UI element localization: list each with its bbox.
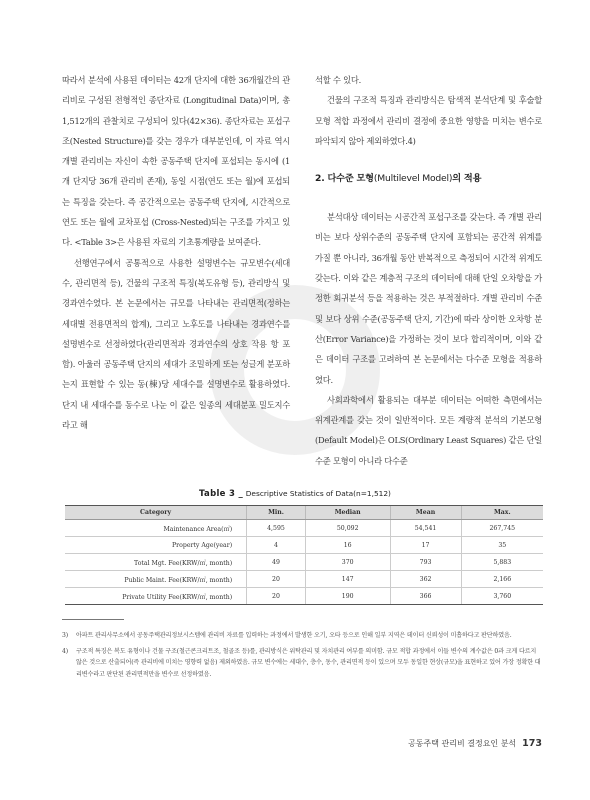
page-number: 173 <box>522 738 542 749</box>
column-header-max: Max. <box>461 506 543 520</box>
table-cell: 190 <box>305 588 390 605</box>
footnote <box>62 630 542 641</box>
table-cell: Total Mgt. Fee(KRW/㎡, month) <box>65 554 247 571</box>
table-row <box>65 588 543 605</box>
table-cell: Maintenance Area(㎡) <box>65 520 247 537</box>
footnote-text: 구조적 특징은 복도 유형이나 건물 구조(철근콘크리트조, 철골조 등)를, 관리방식은 위탁관리 및 자치관리 여부를 의미함. 규모 적합 과정에서 이들 변수의 계수값은 0과 크게 다르지 않은 것으로 산출되어(즉 관리비에 미치는 영향력 없음) 제외하였음. 규모 변수에는 세대수, 층수, 동수, 관리면적 등이 있으며 모두 동일한 현상(규모)을 표현하고 있어 가장 정확한 대리변수라고 판단된 관리면적만을 변수로 선정하였음. <box>76 648 541 678</box>
section-heading-number: 2. 다수준 모형 <box>315 173 374 185</box>
table-cell: 2,166 <box>461 571 543 588</box>
table-cell: Private Utility Fee(KRW/㎡, month) <box>65 588 247 605</box>
table-cell: 366 <box>390 588 461 605</box>
body-paragraph: 석할 수 있다. <box>315 75 361 85</box>
column-header-mean: Mean <box>390 506 461 520</box>
running-title: 공동주택 관리비 결정요인 분석 <box>408 739 517 748</box>
table-cell: 50,092 <box>305 520 390 537</box>
table-cell: 267,745 <box>461 520 543 537</box>
right-column <box>315 70 542 471</box>
footnote-divider <box>62 619 124 620</box>
footnotes <box>62 630 542 685</box>
table-cell: Property Age(year) <box>65 537 247 554</box>
descriptive-statistics-table <box>65 505 543 605</box>
table-caption-text: Descriptive Statistics of Data(n=1,512) <box>245 489 391 498</box>
section-heading-latin: (Multilevel Model) <box>373 173 453 185</box>
column-header-median: Median <box>305 506 390 520</box>
section-heading <box>315 169 542 189</box>
table-cell: 54,541 <box>390 520 461 537</box>
table-cell: 20 <box>247 571 306 588</box>
table-cell: 147 <box>305 571 390 588</box>
table-cell: 49 <box>247 554 306 571</box>
table-cell: 16 <box>305 537 390 554</box>
body-paragraph: 사회과학에서 활용되는 대부분 데이터는 어떠한 측면에서는 위계관계를 갖는 것이 일반적이다. 모든 계량적 분석의 기본모형(Default Model)은 OLS(Ordinary Least Squares) 같은 단일수준 모형이 아니라 다수준 <box>315 394 542 466</box>
column-header-min: Min. <box>247 506 306 520</box>
table-row <box>65 537 543 554</box>
body-paragraph: 따라서 분석에 사용된 데이터는 42개 단지에 대한 36개월간의 관리비로 구성된 전형적인 종단자료 (Longitudinal Data)이며, 총 1,512개의 관찰치로 구성되어 있다(42×36). 종단자료는 포섭구조(Nested Structure)를 갖는 경우가 대부분인데, 이 자료 역시 개별 관리비는 자신이 속한 공동주택 단지에 포섭되는 동시에 (1개 단지당 36개 관리비 존재), 동일 시점(연도 또는 월)에 포섭되는 특징을 갖는다. 즉 공간적으로는 공동주택 단지에, 시간적으로 연도 또는 월에 교차포섭 (Cross-Nested)되는 구조를 가지고 있다. <Table 3>은 사용된 자료의 기초통계량을 보여준다. <box>62 75 290 248</box>
footnote <box>62 646 542 680</box>
table-cell: 3,760 <box>461 588 543 605</box>
left-column <box>62 70 290 435</box>
body-paragraph: 선행연구에서 공통적으로 사용한 설명변수는 규모변수(세대수, 관리면적 등), 건물의 구조적 특징(복도유형 등), 관리방식 및 경과연수였다. 본 논문에서는 규모를 나타내는 관리면적(정하는 세대별 전용면적의 합계), 그리고 노후도를 나타내는 경과연수를 설명변수로 선정하였다(관리면적과 경과연수의 상호 작용 항 포함). 아울러 공동주택 단지의 세대가 조밀하게 또는 성글게 분포하는지 표현할 수 있는 동(棟)당 세대수를 설명변수로 활용하였다. 단지 내 세대수를 동수로 나눈 이 값은 일종의 세대분포 밀도지수라고 해 <box>62 257 290 431</box>
table-cell: 5,883 <box>461 554 543 571</box>
table-cell: 4,595 <box>247 520 306 537</box>
table-caption-label: Table 3 _ <box>199 489 244 499</box>
section-heading-tail: 의 적용 <box>452 173 482 185</box>
column-header-category: Category <box>65 506 247 520</box>
table-cell: 4 <box>247 537 306 554</box>
page-footer <box>408 738 542 749</box>
table-header-row <box>65 506 543 520</box>
table-cell: 35 <box>461 537 543 554</box>
table-cell: 370 <box>305 554 390 571</box>
table-caption <box>0 489 590 499</box>
footnote-number: 4) <box>62 648 68 656</box>
body-paragraph: 분석대상 데이터는 시공간적 포섭구조를 갖는다. 즉 개별 관리비는 보다 상위수준의 공동주택 단지에 포함되는 공간적 위계를 가질 뿐 아니라, 36개월 동안 반복적으로 측정되어 시간적 위계도 갖는다. 이와 같은 계층적 구조의 데이터에 대해 단일 오차항을 가정한 회귀분석 등을 적용하는 것은 부적절하다. 개별 관리비 수준 및 보다 상위 수준(공동주택 단지, 기간)에 따라 상이한 오차항 분산(Error Variance)을 가정하는 것이 보다 합리적이며, 이와 같은 데이터 구조를 고려하여 본 논문에서는 다수준 모형을 적용하였다. <box>315 212 542 385</box>
table-cell: 20 <box>247 588 306 605</box>
body-paragraph: 건물의 구조적 특징과 관리방식은 탐색적 분석단계 및 후술할 모형 적합 과정에서 관리비 결정에 중요한 영향을 미치는 변수로 파악되지 않아 제외하였다.4) <box>315 95 542 146</box>
table-row <box>65 554 543 571</box>
footnote-text: 아파트 관리사무소에서 공동주택관리정보시스템에 관리비 자료를 입력하는 과정에서 발생한 오기, 오타 등으로 인해 일부 지역은 데이터 신뢰성이 미흡하다고 판단하였음. <box>76 632 512 639</box>
table-cell: 362 <box>390 571 461 588</box>
table-cell: 793 <box>390 554 461 571</box>
table-row <box>65 520 543 537</box>
table-cell: Public Maint. Fee(KRW/㎡, month) <box>65 571 247 588</box>
table-row <box>65 571 543 588</box>
footnote-number: 3) <box>62 632 68 639</box>
table-cell: 17 <box>390 537 461 554</box>
